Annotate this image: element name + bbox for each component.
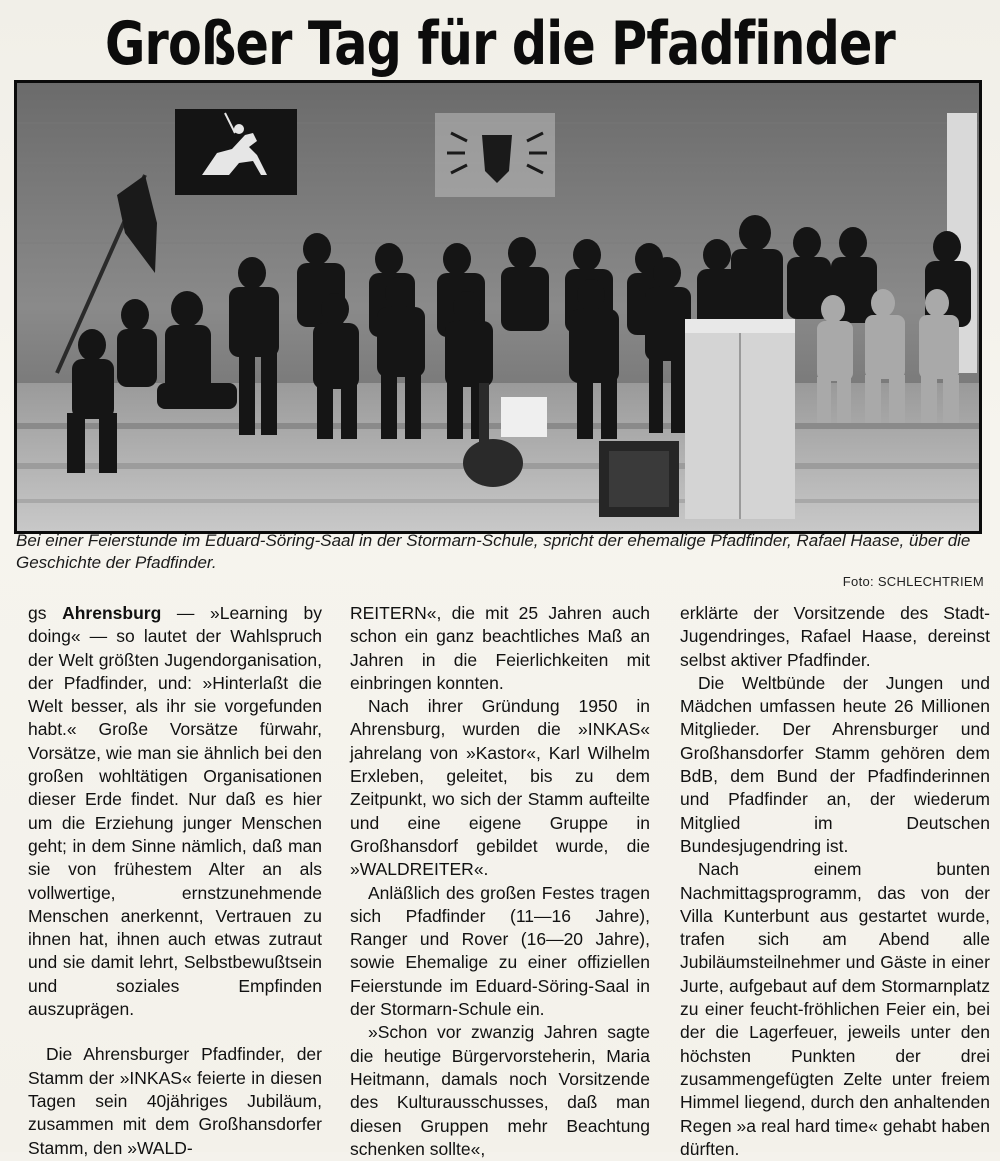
headline: Großer Tag für die Pfadfinder <box>104 9 896 79</box>
article-column-2 <box>350 602 650 1161</box>
photo-illustration <box>17 83 979 531</box>
photo-caption: Bei einer Feierstunde im Eduard-Söring-Saal in der Stormarn-Schule, spricht der ehemalige Pfadfinder, Rafael Haase, über die Geschichte der Pfadfinder. <box>16 531 971 572</box>
lead-text: — »Learning by doing« — so lautet der Wahlspruch der Welt größten Jugendorganisation, der Pfadfinder, und: »Hinterlaßt die Welt besser, als ihr sie vorgefunden habt.« Große Vorsätze fürwahr, Vorsätze, wie man sie ähnlich bei den großen wohltätigen Organisationen dieser Erde findet. Nur daß es hier um die Erziehung junger Menschen geht; in dem Sinne nämlich, daß man sie von frühestem Alter an als vollwertige, ernstzunehmende Menschen anerkennt, Vertrauen zu ihnen hat, ihnen auch etwas zutraut und sie damit lehrt, Selbstbewußtsein und soziales Empfinden auszuprägen. <box>28 603 322 1020</box>
article-paragraph: Die Ahrensburger Pfadfinder, der Stamm der »INKAS« feierte in diesen Tagen sein 40jähriges Jubiläum, zusammen mit dem Großhansdorfer Stamm, den »WALD- <box>28 1044 322 1158</box>
article-paragraph: Anläßlich des großen Festes tragen sich Pfadfinder (11—16 Jahre), Ranger und Rover (16—20 Jahre), sowie Ehemalige zu einer offiziellen Feierstunde im Eduard-Söring-Saal in der Stormarn-Schule ein. <box>350 882 650 1020</box>
article-column-1 <box>28 602 322 1160</box>
dateline: Ahrensburg <box>62 603 162 623</box>
article-paragraph: Die Weltbünde der Jungen und Mädchen umfassen heute 26 Millionen Mitglieder. Der Ahrensburger und Großhansdorfer Stamm gehören dem BdB, dem Bund der Pfadfinderinnen und Pfadfinder an, der wiederum Mitglied im Deutschen Bundesjugendring ist. <box>680 672 990 856</box>
article-paragraph: REITERN«, die mit 25 Jahren auch schon ein ganz beachtliches Maß an Jahren in die Feierlichkeiten mit einbringen konnten. <box>350 603 650 693</box>
author-initials: gs <box>28 603 63 623</box>
article-paragraph: »Schon vor zwanzig Jahren sagte die heutige Bürgervorsteherin, Maria Heitmann, damals noch Vorsitzende des Kulturausschusses, daß man diesen Gruppen mehr Beachtung schenken sollte«, <box>350 1022 650 1159</box>
article-body <box>28 602 990 1159</box>
horse-rider-banner-icon <box>175 109 297 195</box>
article-paragraph: Nach einem bunten Nachmittagsprogramm, das von der Villa Kunterbunt aus gestartet wurde, trafen sich am Abend alle Jubiläumsteilnehmer und Gäste in einer Jurte, aufgebaut auf dem Stormarnplatz zu einer feucht-fröhlichen Feier ein, bei der die Lagerfeuer, jeweils unter den höchsten Punkten der drei zusammengefügten Zelte unter freiem Himmel liegend, durch den anhaltenden Regen »a real hard time« gehabt haben dürften. <box>680 859 990 1159</box>
article-paragraph: Nach ihrer Gründung 1950 in Ahrensburg, wurden die »INKAS« jahrelang von »Kastor«, Karl Wilhelm Erxleben, geleitet, bis zu dem Zeitpunkt, wo sich der Stamm aufteilte und eine eigene Gruppe in Großhansdorf gebildet wurde, die »WALDREITER«. <box>350 696 650 880</box>
photo-credit: Foto: SCHLECHTRIEM <box>842 574 984 589</box>
article-paragraph: erklärte der Vorsitzende des Stadt-Jugendringes, Rafael Haase, dereinst selbst aktiver Pfadfinder. <box>680 603 990 670</box>
article-photo <box>14 80 982 534</box>
article-paragraph <box>28 602 322 1021</box>
sun-face-emblem-icon <box>435 113 555 197</box>
article-column-3 <box>680 602 990 1161</box>
